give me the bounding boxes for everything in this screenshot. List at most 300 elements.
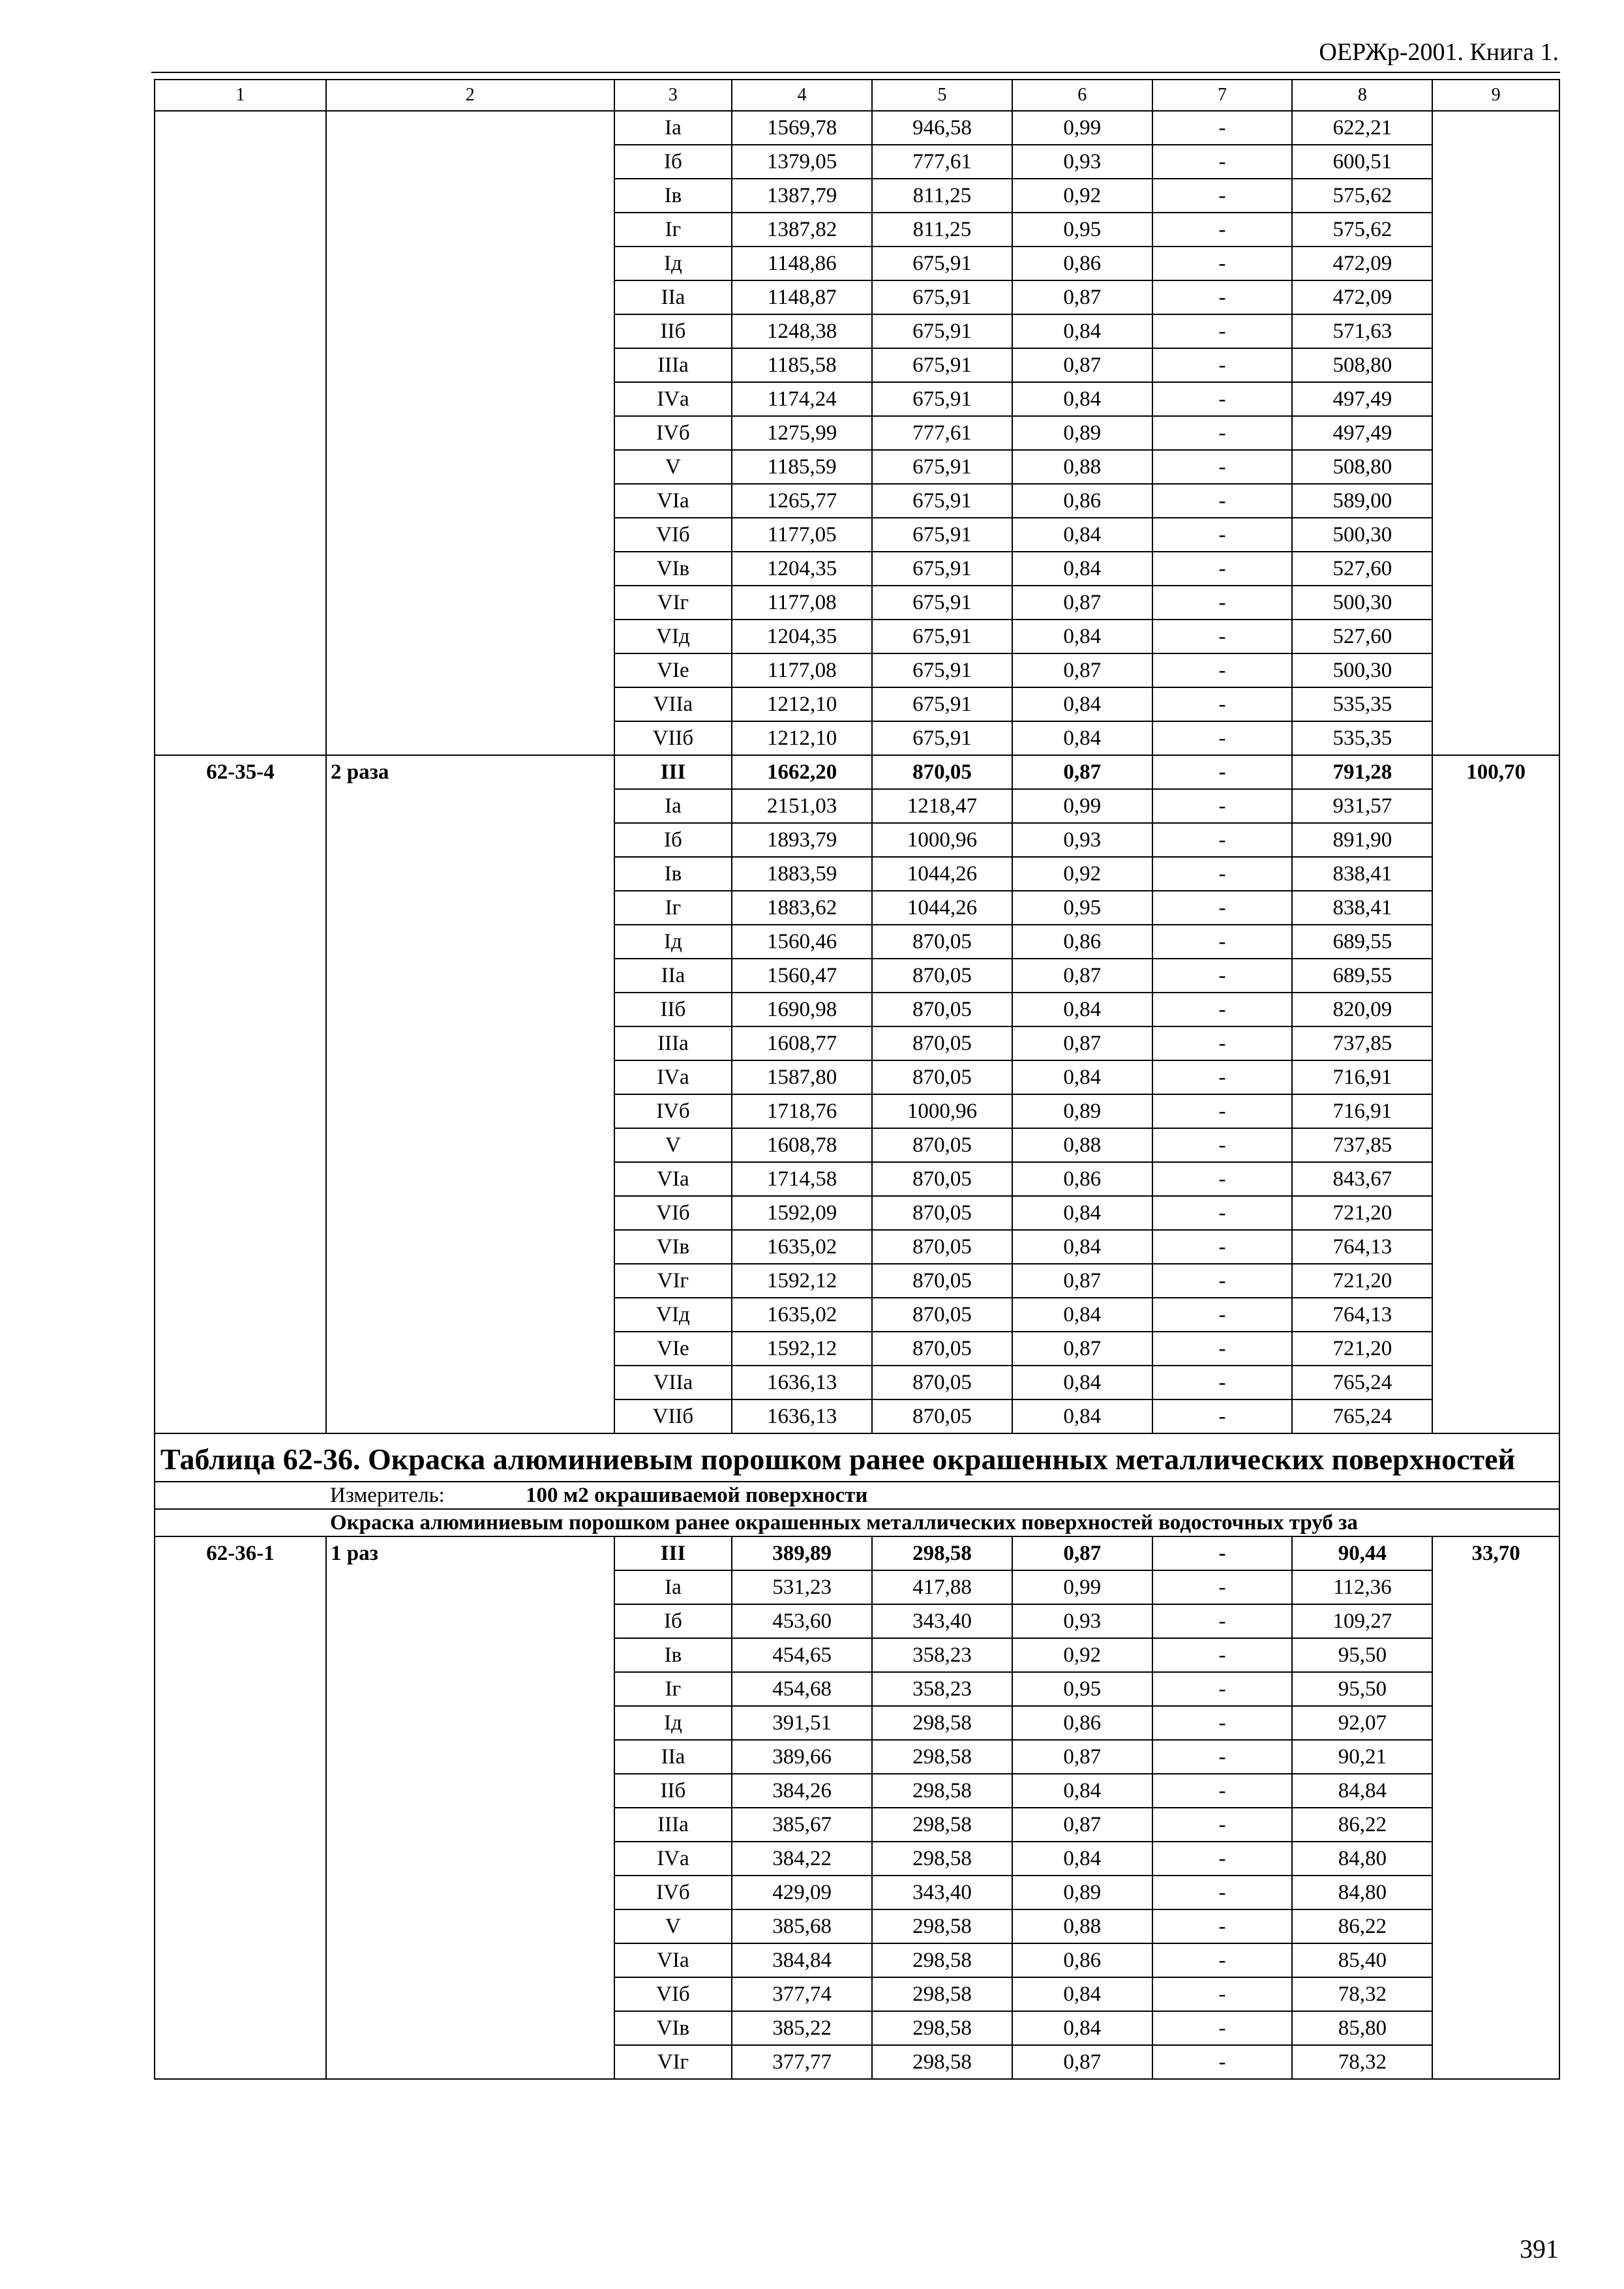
machines-cell: - <box>1152 857 1293 891</box>
wages-cell: 1218,47 <box>872 789 1012 823</box>
total-cost-cell: 1690,98 <box>732 993 872 1026</box>
zone-cell: V <box>614 1909 732 1943</box>
code-cell: 62-36-1 <box>155 1536 326 2079</box>
total-cost-cell: 1212,10 <box>732 687 872 721</box>
machines-cell: - <box>1152 1026 1293 1060</box>
zone-cell: VIб <box>614 1196 732 1230</box>
materials-cell: 78,32 <box>1292 1977 1432 2011</box>
wages-cell: 1044,26 <box>872 857 1012 891</box>
total-cost-cell: 1587,80 <box>732 1060 872 1094</box>
machines-cell: - <box>1152 586 1293 620</box>
machines-cell: - <box>1152 1740 1293 1774</box>
machines-cell: - <box>1152 1366 1293 1399</box>
machines-cell: - <box>1152 2045 1293 2079</box>
coefficient-cell: 0,92 <box>1012 179 1152 213</box>
machines-cell: - <box>1152 1196 1293 1230</box>
wages-cell: 358,23 <box>872 1672 1012 1706</box>
materials-cell: 472,09 <box>1292 280 1432 314</box>
total-cost-cell: 1569,78 <box>732 111 872 145</box>
coefficient-cell: 0,92 <box>1012 857 1152 891</box>
materials-cell: 527,60 <box>1292 620 1432 653</box>
materials-cell: 508,80 <box>1292 348 1432 382</box>
coefficient-cell: 0,87 <box>1012 1740 1152 1774</box>
machines-cell: - <box>1152 653 1293 687</box>
coefficient-cell: 0,87 <box>1012 959 1152 993</box>
wages-cell: 870,05 <box>872 1230 1012 1264</box>
coefficient-cell: 0,95 <box>1012 213 1152 247</box>
zone-cell: IVа <box>614 1842 732 1876</box>
materials-cell: 86,22 <box>1292 1909 1432 1943</box>
total-cost-cell: 1148,87 <box>732 280 872 314</box>
wages-cell: 675,91 <box>872 721 1012 755</box>
wages-cell: 675,91 <box>872 518 1012 552</box>
materials-cell: 843,67 <box>1292 1162 1432 1196</box>
extra-cell: 33,70 <box>1432 1536 1559 2079</box>
coefficient-cell: 0,89 <box>1012 416 1152 450</box>
description-cell <box>326 111 614 755</box>
machines-cell: - <box>1152 179 1293 213</box>
total-cost-cell: 1608,77 <box>732 1026 872 1060</box>
total-cost-cell: 1212,10 <box>732 721 872 755</box>
machines-cell: - <box>1152 213 1293 247</box>
machines-cell: - <box>1152 959 1293 993</box>
total-cost-cell: 391,51 <box>732 1706 872 1740</box>
machines-cell: - <box>1152 247 1293 280</box>
zone-cell: VIе <box>614 1332 732 1366</box>
total-cost-cell: 1379,05 <box>732 145 872 179</box>
coefficient-cell: 0,86 <box>1012 1162 1152 1196</box>
materials-cell: 85,80 <box>1292 2011 1432 2045</box>
column-number: 5 <box>872 80 1012 111</box>
column-number: 6 <box>1012 80 1152 111</box>
zone-cell: Iа <box>614 111 732 145</box>
total-cost-cell: 1248,38 <box>732 314 872 348</box>
total-cost-cell: 1148,86 <box>732 247 872 280</box>
wages-cell: 870,05 <box>872 1332 1012 1366</box>
column-number: 3 <box>614 80 732 111</box>
total-cost-cell: 531,23 <box>732 1570 872 1604</box>
zone-cell: VIг <box>614 586 732 620</box>
materials-cell: 84,80 <box>1292 1876 1432 1909</box>
table-row <box>155 111 1559 145</box>
column-number: 7 <box>1152 80 1293 111</box>
total-cost-cell: 1560,46 <box>732 925 872 959</box>
code-cell: 62-35-4 <box>155 755 326 1433</box>
materials-cell: 716,91 <box>1292 1094 1432 1128</box>
wages-cell: 777,61 <box>872 416 1012 450</box>
machines-cell: - <box>1152 518 1293 552</box>
zone-cell: IIб <box>614 993 732 1026</box>
coefficient-cell: 0,84 <box>1012 687 1152 721</box>
total-cost-cell: 1560,47 <box>732 959 872 993</box>
machines-cell: - <box>1152 823 1293 857</box>
zone-cell: Iб <box>614 1604 732 1638</box>
machines-cell: - <box>1152 1094 1293 1128</box>
total-cost-cell: 1883,62 <box>732 891 872 925</box>
machines-cell: - <box>1152 280 1293 314</box>
wages-cell: 1000,96 <box>872 1094 1012 1128</box>
zone-cell: VIг <box>614 1264 732 1298</box>
total-cost-cell: 1177,08 <box>732 653 872 687</box>
description-cell: 2 раза <box>326 755 614 1433</box>
materials-cell: 500,30 <box>1292 653 1432 687</box>
zone-cell: Iб <box>614 823 732 857</box>
machines-cell: - <box>1152 450 1293 484</box>
machines-cell: - <box>1152 314 1293 348</box>
machines-cell: - <box>1152 1399 1293 1433</box>
coefficient-cell: 0,84 <box>1012 1196 1152 1230</box>
total-cost-cell: 377,77 <box>732 2045 872 2079</box>
zone-cell: Iв <box>614 1638 732 1672</box>
wages-cell: 870,05 <box>872 1060 1012 1094</box>
total-cost-cell: 2151,03 <box>732 789 872 823</box>
zone-cell: IIIа <box>614 1026 732 1060</box>
zone-cell: VIIб <box>614 721 732 755</box>
zone-cell: IVа <box>614 382 732 416</box>
materials-cell: 92,07 <box>1292 1706 1432 1740</box>
wages-cell: 343,40 <box>872 1876 1012 1909</box>
materials-cell: 891,90 <box>1292 823 1432 857</box>
wages-cell: 298,58 <box>872 1774 1012 1808</box>
materials-cell: 86,22 <box>1292 1808 1432 1842</box>
zone-cell: V <box>614 450 732 484</box>
coefficient-cell: 0,88 <box>1012 1128 1152 1162</box>
wages-cell: 946,58 <box>872 111 1012 145</box>
total-cost-cell: 1387,82 <box>732 213 872 247</box>
zone-cell: IIIа <box>614 348 732 382</box>
zone-cell: VIа <box>614 1162 732 1196</box>
coefficient-cell: 0,87 <box>1012 755 1152 789</box>
table-row <box>155 755 1559 789</box>
materials-cell: 600,51 <box>1292 145 1432 179</box>
materials-cell: 575,62 <box>1292 213 1432 247</box>
coefficient-cell: 0,84 <box>1012 552 1152 586</box>
extra-cell <box>1432 111 1559 755</box>
zone-cell: VIе <box>614 653 732 687</box>
machines-cell: - <box>1152 2011 1293 2045</box>
wages-cell: 675,91 <box>872 484 1012 518</box>
wages-cell: 358,23 <box>872 1638 1012 1672</box>
zone-cell: VIа <box>614 484 732 518</box>
price-table <box>154 79 1560 2080</box>
materials-cell: 112,36 <box>1292 1570 1432 1604</box>
column-number: 1 <box>155 80 326 111</box>
header-rule <box>151 72 1560 73</box>
machines-cell: - <box>1152 1672 1293 1706</box>
wages-cell: 1044,26 <box>872 891 1012 925</box>
total-cost-cell: 385,68 <box>732 1909 872 1943</box>
meter-cell <box>155 1482 1559 1509</box>
coefficient-cell: 0,84 <box>1012 1298 1152 1332</box>
coefficient-cell: 0,92 <box>1012 1638 1152 1672</box>
wages-cell: 298,58 <box>872 1909 1012 1943</box>
materials-cell: 764,13 <box>1292 1230 1432 1264</box>
zone-cell: Iа <box>614 1570 732 1604</box>
materials-cell: 737,85 <box>1292 1026 1432 1060</box>
wages-cell: 870,05 <box>872 925 1012 959</box>
materials-cell: 765,24 <box>1292 1399 1432 1433</box>
total-cost-cell: 1177,05 <box>732 518 872 552</box>
wages-cell: 298,58 <box>872 1808 1012 1842</box>
zone-cell: VIIа <box>614 1366 732 1399</box>
zone-cell: IIб <box>614 314 732 348</box>
total-cost-cell: 1592,09 <box>732 1196 872 1230</box>
total-cost-cell: 1636,13 <box>732 1399 872 1433</box>
coefficient-cell: 0,87 <box>1012 653 1152 687</box>
wages-cell: 298,58 <box>872 1943 1012 1977</box>
machines-cell: - <box>1152 1604 1293 1638</box>
coefficient-cell: 0,86 <box>1012 247 1152 280</box>
materials-cell: 575,62 <box>1292 179 1432 213</box>
wages-cell: 675,91 <box>872 450 1012 484</box>
machines-cell: - <box>1152 348 1293 382</box>
machines-cell: - <box>1152 1298 1293 1332</box>
coefficient-cell: 0,87 <box>1012 1026 1152 1060</box>
wages-cell: 675,91 <box>872 552 1012 586</box>
machines-cell: - <box>1152 721 1293 755</box>
materials-cell: 838,41 <box>1292 891 1432 925</box>
coefficient-cell: 0,84 <box>1012 1842 1152 1876</box>
total-cost-cell: 385,22 <box>732 2011 872 2045</box>
materials-cell: 500,30 <box>1292 518 1432 552</box>
table-title-row <box>155 1433 1559 1482</box>
wages-cell: 870,05 <box>872 1128 1012 1162</box>
wages-cell: 870,05 <box>872 755 1012 789</box>
coefficient-cell: 0,84 <box>1012 1060 1152 1094</box>
zone-cell: Iг <box>614 213 732 247</box>
materials-cell: 689,55 <box>1292 959 1432 993</box>
total-cost-cell: 377,74 <box>732 1977 872 2011</box>
section-subtitle-row <box>155 1509 1559 1536</box>
zone-cell: VIIа <box>614 687 732 721</box>
zone-cell: Iа <box>614 789 732 823</box>
column-number: 8 <box>1292 80 1432 111</box>
total-cost-cell: 429,09 <box>732 1876 872 1909</box>
materials-cell: 472,09 <box>1292 247 1432 280</box>
wages-cell: 1000,96 <box>872 823 1012 857</box>
wages-cell: 298,58 <box>872 1536 1012 1570</box>
materials-cell: 791,28 <box>1292 755 1432 789</box>
machines-cell: - <box>1152 687 1293 721</box>
machines-cell: - <box>1152 382 1293 416</box>
zone-cell: IIа <box>614 959 732 993</box>
machines-cell: - <box>1152 1977 1293 2011</box>
coefficient-cell: 0,84 <box>1012 314 1152 348</box>
materials-cell: 931,57 <box>1292 789 1432 823</box>
coefficient-cell: 0,84 <box>1012 1977 1152 2011</box>
zone-cell: Iг <box>614 891 732 925</box>
wages-cell: 675,91 <box>872 382 1012 416</box>
coefficient-cell: 0,93 <box>1012 1604 1152 1638</box>
coefficient-cell: 0,87 <box>1012 1332 1152 1366</box>
coefficient-cell: 0,89 <box>1012 1094 1152 1128</box>
wages-cell: 675,91 <box>872 280 1012 314</box>
machines-cell: - <box>1152 111 1293 145</box>
materials-cell: 527,60 <box>1292 552 1432 586</box>
total-cost-cell: 384,26 <box>732 1774 872 1808</box>
coefficient-cell: 0,84 <box>1012 518 1152 552</box>
total-cost-cell: 1185,59 <box>732 450 872 484</box>
coefficient-cell: 0,84 <box>1012 620 1152 653</box>
materials-cell: 78,32 <box>1292 2045 1432 2079</box>
running-header: ОЕРЖр-2001. Книга 1. <box>1319 38 1559 66</box>
zone-cell: IVб <box>614 416 732 450</box>
wages-cell: 675,91 <box>872 247 1012 280</box>
wages-cell: 870,05 <box>872 1399 1012 1433</box>
wages-cell: 870,05 <box>872 1366 1012 1399</box>
zone-cell: IIб <box>614 1774 732 1808</box>
materials-cell: 85,40 <box>1292 1943 1432 1977</box>
materials-cell: 721,20 <box>1292 1332 1432 1366</box>
coefficient-cell: 0,86 <box>1012 1706 1152 1740</box>
wages-cell: 870,05 <box>872 1026 1012 1060</box>
coefficient-cell: 0,84 <box>1012 1399 1152 1433</box>
materials-cell: 764,13 <box>1292 1298 1432 1332</box>
wages-cell: 298,58 <box>872 1842 1012 1876</box>
wages-cell: 675,91 <box>872 653 1012 687</box>
coefficient-cell: 0,95 <box>1012 891 1152 925</box>
total-cost-cell: 1177,08 <box>732 586 872 620</box>
wages-cell: 675,91 <box>872 314 1012 348</box>
extra-cell: 100,70 <box>1432 755 1559 1433</box>
description-cell: 1 раз <box>326 1536 614 2079</box>
zone-cell: VIг <box>614 2045 732 2079</box>
total-cost-cell: 1714,58 <box>732 1162 872 1196</box>
total-cost-cell: 454,65 <box>732 1638 872 1672</box>
machines-cell: - <box>1152 1638 1293 1672</box>
zone-cell: VIв <box>614 1230 732 1264</box>
total-cost-cell: 389,89 <box>732 1536 872 1570</box>
total-cost-cell: 1592,12 <box>732 1264 872 1298</box>
total-cost-cell: 1592,12 <box>732 1332 872 1366</box>
coefficient-cell: 0,84 <box>1012 2011 1152 2045</box>
coefficient-cell: 0,86 <box>1012 925 1152 959</box>
column-number: 2 <box>326 80 614 111</box>
machines-cell: - <box>1152 993 1293 1026</box>
total-cost-cell: 453,60 <box>732 1604 872 1638</box>
wages-cell: 417,88 <box>872 1570 1012 1604</box>
meter-value: 100 м2 окрашиваемой поверхности <box>526 1484 868 1507</box>
total-cost-cell: 1265,77 <box>732 484 872 518</box>
coefficient-cell: 0,87 <box>1012 1536 1152 1570</box>
coefficient-cell: 0,93 <box>1012 145 1152 179</box>
coefficient-cell: 0,87 <box>1012 2045 1152 2079</box>
materials-cell: 689,55 <box>1292 925 1432 959</box>
materials-cell: 737,85 <box>1292 1128 1432 1162</box>
coefficient-cell: 0,99 <box>1012 1570 1152 1604</box>
section-subtitle-cell <box>155 1509 1559 1536</box>
column-number: 9 <box>1432 80 1559 111</box>
zone-cell: IIа <box>614 280 732 314</box>
code-cell <box>155 111 326 755</box>
column-number: 4 <box>732 80 872 111</box>
total-cost-cell: 1174,24 <box>732 382 872 416</box>
zone-cell: VIд <box>614 1298 732 1332</box>
total-cost-cell: 384,22 <box>732 1842 872 1876</box>
zone-cell: Iд <box>614 925 732 959</box>
materials-cell: 90,21 <box>1292 1740 1432 1774</box>
wages-cell: 298,58 <box>872 1740 1012 1774</box>
machines-cell: - <box>1152 484 1293 518</box>
machines-cell: - <box>1152 1162 1293 1196</box>
machines-cell: - <box>1152 1536 1293 1570</box>
materials-cell: 535,35 <box>1292 687 1432 721</box>
machines-cell: - <box>1152 925 1293 959</box>
materials-cell: 90,44 <box>1292 1536 1432 1570</box>
machines-cell: - <box>1152 1774 1293 1808</box>
materials-cell: 508,80 <box>1292 450 1432 484</box>
wages-cell: 811,25 <box>872 179 1012 213</box>
zone-cell: IIIа <box>614 1808 732 1842</box>
zone-cell: VIб <box>614 518 732 552</box>
wages-cell: 298,58 <box>872 2011 1012 2045</box>
coefficient-cell: 0,84 <box>1012 1230 1152 1264</box>
coefficient-cell: 0,84 <box>1012 382 1152 416</box>
coefficient-cell: 0,93 <box>1012 823 1152 857</box>
total-cost-cell: 385,67 <box>732 1808 872 1842</box>
section-subtitle: Окраска алюминиевым порошком ранее окрашенных металлических поверхностей водосточных труб за <box>330 1511 1358 1534</box>
total-cost-cell: 384,84 <box>732 1943 872 1977</box>
zone-cell: VIа <box>614 1943 732 1977</box>
machines-cell: - <box>1152 755 1293 789</box>
materials-cell: 84,84 <box>1292 1774 1432 1808</box>
machines-cell: - <box>1152 1570 1293 1604</box>
wages-cell: 298,58 <box>872 1706 1012 1740</box>
coefficient-cell: 0,99 <box>1012 789 1152 823</box>
total-cost-cell: 1635,02 <box>732 1230 872 1264</box>
coefficient-cell: 0,86 <box>1012 1943 1152 1977</box>
column-number-row <box>155 80 1559 111</box>
zone-cell: Iд <box>614 247 732 280</box>
total-cost-cell: 454,68 <box>732 1672 872 1706</box>
meter-row <box>155 1482 1559 1509</box>
total-cost-cell: 1608,78 <box>732 1128 872 1162</box>
materials-cell: 84,80 <box>1292 1842 1432 1876</box>
zone-cell: VIв <box>614 552 732 586</box>
materials-cell: 95,50 <box>1292 1638 1432 1672</box>
machines-cell: - <box>1152 1332 1293 1366</box>
materials-cell: 838,41 <box>1292 857 1432 891</box>
coefficient-cell: 0,84 <box>1012 721 1152 755</box>
coefficient-cell: 0,84 <box>1012 1366 1152 1399</box>
table-title: Таблица 62-36. Окраска алюминиевым порошком ранее окрашенных металлических поверхностей <box>155 1433 1559 1482</box>
coefficient-cell: 0,87 <box>1012 348 1152 382</box>
machines-cell: - <box>1152 1909 1293 1943</box>
total-cost-cell: 1387,79 <box>732 179 872 213</box>
machines-cell: - <box>1152 1842 1293 1876</box>
zone-cell: IVб <box>614 1094 732 1128</box>
coefficient-cell: 0,89 <box>1012 1876 1152 1909</box>
zone-cell: Iб <box>614 145 732 179</box>
wages-cell: 777,61 <box>872 145 1012 179</box>
machines-cell: - <box>1152 891 1293 925</box>
machines-cell: - <box>1152 620 1293 653</box>
coefficient-cell: 0,99 <box>1012 111 1152 145</box>
wages-cell: 811,25 <box>872 213 1012 247</box>
total-cost-cell: 1893,79 <box>732 823 872 857</box>
zone-cell: Iв <box>614 179 732 213</box>
coefficient-cell: 0,88 <box>1012 450 1152 484</box>
materials-cell: 95,50 <box>1292 1672 1432 1706</box>
machines-cell: - <box>1152 1706 1293 1740</box>
wages-cell: 870,05 <box>872 1162 1012 1196</box>
wages-cell: 298,58 <box>872 2045 1012 2079</box>
page-number: 391 <box>1520 2234 1559 2264</box>
machines-cell: - <box>1152 416 1293 450</box>
total-cost-cell: 1204,35 <box>732 552 872 586</box>
coefficient-cell: 0,84 <box>1012 993 1152 1026</box>
zone-cell: Iг <box>614 1672 732 1706</box>
